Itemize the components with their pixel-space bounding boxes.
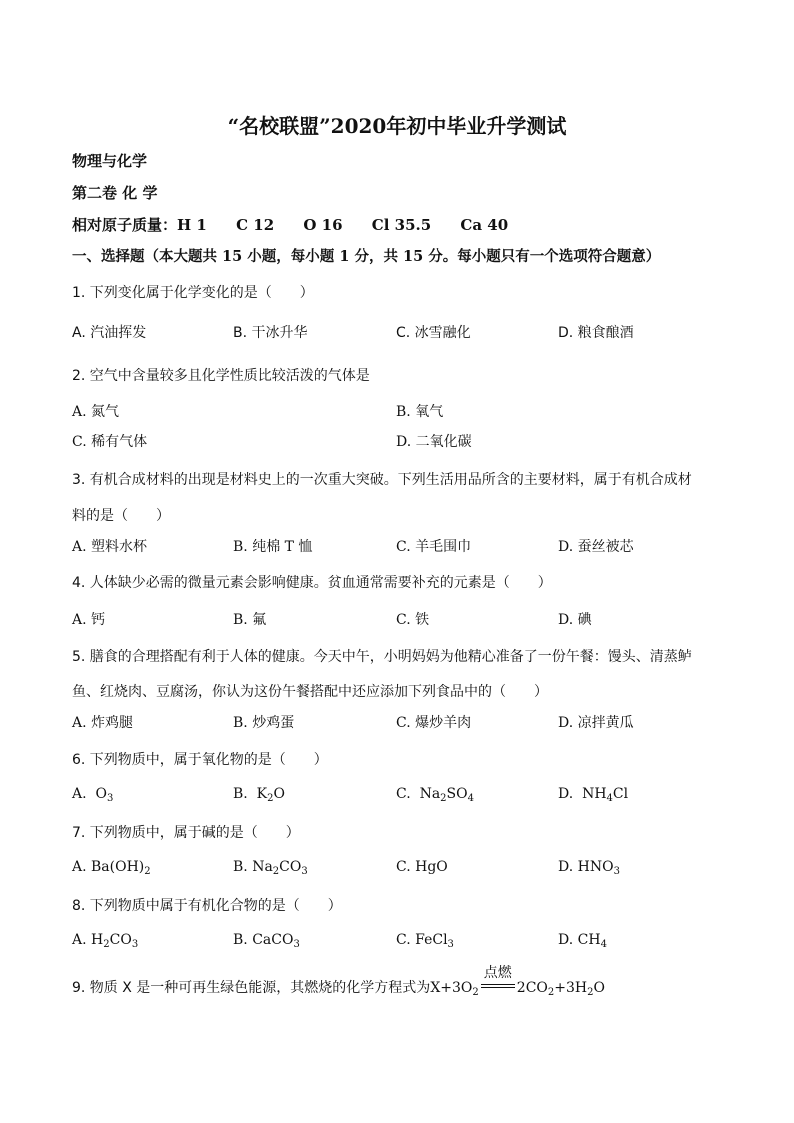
question-2-option-b: B. 氧气 [396, 404, 444, 420]
question-8-option-a: A. $H_2CO_3$ [72, 932, 139, 950]
question-6-option-b: B. $K_2O$ [233, 786, 285, 804]
question-9-stem: 9. 物质 X 是一种可再生绿色能源，其燃烧的化学方程式为$X+3O_2$ 点燃 $2CO_2+3H_2O$ [72, 965, 605, 998]
equation-right: $2CO_2+3H_2O$ [516, 980, 605, 998]
question-4-option-b: B. 氟 [233, 612, 267, 628]
question-8-option-d: D. $CH_4$ [558, 932, 607, 950]
question-2-option-a: A. 氮气 [72, 404, 120, 420]
question-7-stem: 7. 下列物质中，属于碱的是（ ） [72, 825, 300, 841]
question-7-option-d: D. $HNO_3$ [558, 859, 620, 877]
atomic-mass-c: C 12 [236, 216, 275, 234]
atomic-mass-ca: Ca 40 [460, 216, 509, 234]
question-1-option-c: C. 冰雪融化 [396, 325, 471, 341]
question-2-option-d: D. 二氧化碳 [396, 434, 472, 450]
question-6-option-d: D. $NH_4Cl$ [558, 786, 629, 804]
question-8-option-c: C. FeCl$_3$ [396, 932, 454, 950]
question-8-stem: 8. 下列物质中属于有机化合物的是（ ） [72, 898, 342, 914]
question-4-option-c: C. 铁 [396, 612, 430, 628]
atomic-mass-o: O 16 [303, 216, 343, 234]
page-title: “名校联盟”2020年初中毕业升学测试 [227, 114, 567, 138]
question-5-option-d: D. 凉拌黄瓜 [558, 715, 634, 731]
question-6-stem: 6. 下列物质中，属于氧化物的是（ ） [72, 752, 328, 768]
question-7-option-b: B. $Na_2CO_3$ [233, 859, 308, 877]
atomic-mass-label: 相对原子质量： [72, 216, 178, 234]
atomic-mass-line [72, 214, 508, 235]
question-3-stem: 3. 有机合成材料的出现是材料史上的一次重大突破。下列生活用品所含的主要材料，属于有机合成材 [72, 472, 692, 488]
question-8-option-b: B. CaCO$_3$ [233, 932, 300, 950]
question-2-option-c: C. 稀有气体 [72, 434, 148, 450]
section-heading: 一、选择题（本大题共 15 小题，每小题 1 分，共 15 分。每小题只有一个选项符合题意） [72, 248, 661, 265]
question-6-option-a: A. $O_3$ [72, 786, 114, 804]
volume-heading: 第二卷 化 学 [72, 184, 158, 202]
question-5-stem-continued: 鱼、红烧肉、豆腐汤，你认为这份午餐搭配中还应添加下列食品中的（ ） [72, 684, 548, 700]
question-1-option-a: A. 汽油挥发 [72, 325, 147, 341]
question-1-option-b: B. 干冰升华 [233, 325, 308, 341]
question-6-option-c: C. $Na_2SO_4$ [396, 786, 474, 804]
question-3-option-a: A. 塑料水杯 [72, 539, 148, 555]
question-4-option-a: A. 钙 [72, 612, 106, 628]
question-4-stem: 4. 人体缺少必需的微量元素会影响健康。贫血通常需要补充的元素是（ ） [72, 575, 552, 591]
question-5-option-c: C. 爆炒羊肉 [396, 715, 472, 731]
question-1-stem: 1. 下列变化属于化学变化的是（ ） [72, 285, 314, 301]
question-5-stem: 5. 膳食的合理搭配有利于人体的健康。今天中午，小明妈妈为他精心准备了一份午餐：馒头、清蒸鲈 [72, 649, 692, 665]
question-4-option-d: D. 碘 [558, 612, 592, 628]
equation-left: $X+3O_2$ [430, 980, 479, 998]
question-3-option-d: D. 蚕丝被芯 [558, 539, 634, 555]
question-5-option-b: B. 炒鸡蛋 [233, 715, 295, 731]
question-5-option-a: A. 炸鸡腿 [72, 715, 134, 731]
question-3-stem-continued: 料的是（ ） [72, 508, 170, 524]
atomic-mass-h: H 1 [177, 216, 207, 234]
atomic-mass-cl: Cl 35.5 [371, 216, 432, 234]
question-1-option-d: D. 粮食酿酒 [558, 325, 634, 341]
question-7-option-a: A. $Ba(OH)_2$ [72, 859, 151, 877]
question-7-option-c: C. HgO [396, 859, 448, 875]
question-3-option-c: C. 羊毛围巾 [396, 539, 472, 555]
question-2-stem: 2. 空气中含量较多且化学性质比较活泼的气体是 [72, 368, 370, 384]
reaction-condition: 点燃 [481, 978, 515, 992]
question-3-option-b: B. 纯棉 T 恤 [233, 539, 313, 555]
subject-heading: 物理与化学 [72, 152, 148, 170]
